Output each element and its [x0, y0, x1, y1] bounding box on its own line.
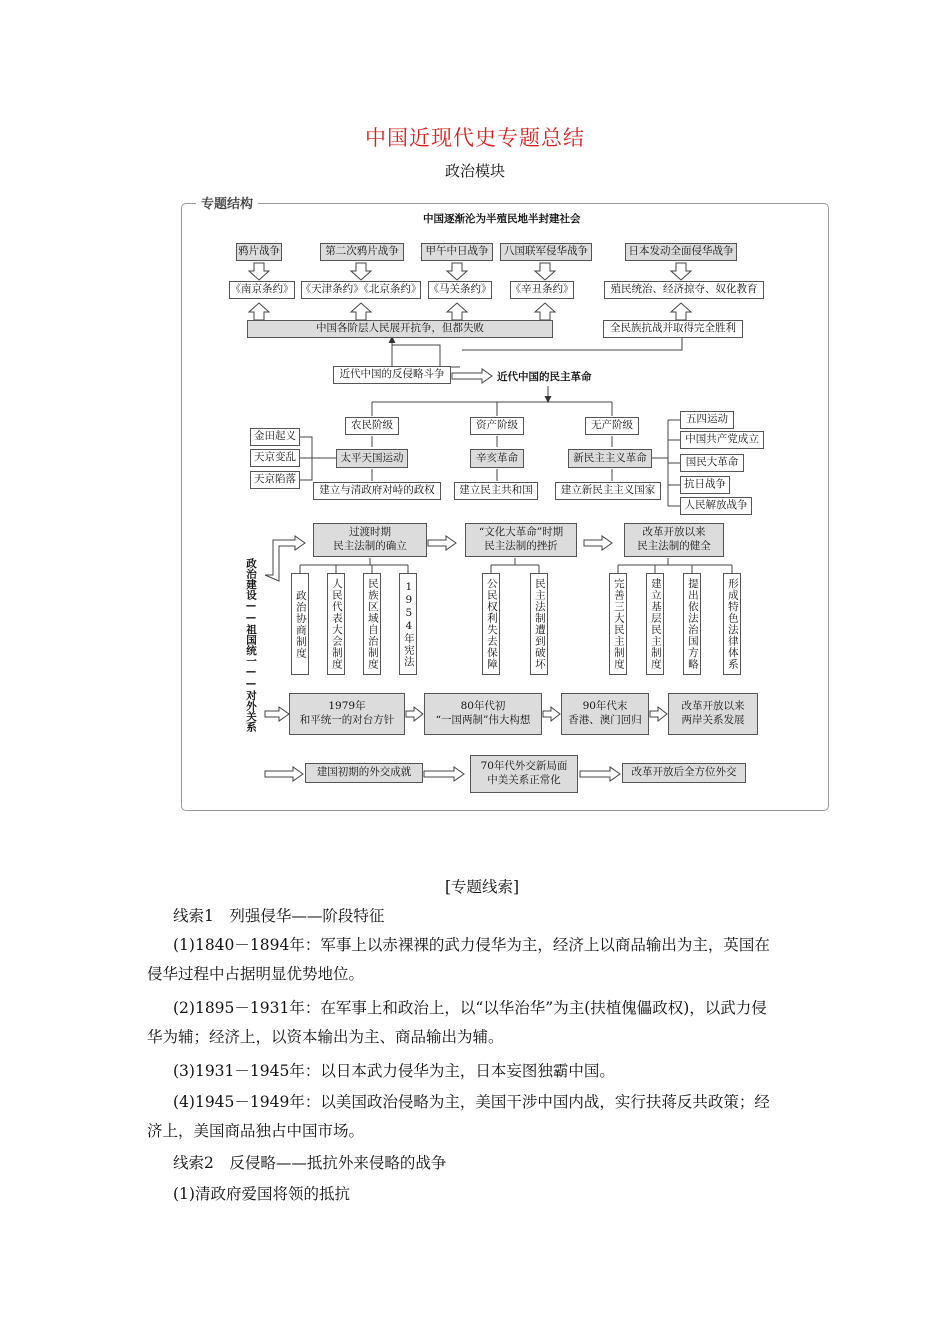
unify-reform-line1: 改革开放以来 — [681, 700, 745, 713]
unify-90s — [561, 693, 649, 735]
period-transition — [313, 523, 427, 557]
period-reform — [624, 523, 724, 557]
p2-item-law-destroyed: 民主法制遭到破坏 — [530, 573, 548, 675]
event-tianjing-turmoil: 天京变乱 — [250, 449, 300, 467]
p3-item-rule-of-law: 提出依法治国方略 — [683, 573, 701, 675]
p3-item-grassroots: 建立基层民主制度 — [646, 573, 664, 675]
event-jintian: 金田起义 — [250, 428, 300, 446]
p1-item-autonomy: 民族区域自治制度 — [363, 573, 381, 675]
para2-line2: 华为辅；经济上，以资本输出为主、商品输出为辅。 — [147, 1028, 504, 1046]
result-new-democratic: 建立新民主主义国家 — [555, 482, 661, 500]
event-liberation-war: 人民解放战争 — [680, 497, 752, 515]
period-cultural-revolution-line2: 民主法制的挫折 — [484, 540, 558, 552]
period-cultural-revolution-line1: “文化大革命”时期 — [478, 526, 564, 539]
side-label: 政治建设——祖国统一——对外关系 — [245, 558, 257, 732]
movement-taiping: 太平天国运动 — [336, 449, 408, 468]
up-arrows — [249, 303, 691, 320]
para4-line2: 济上，美国商品独占中国市场。 — [147, 1122, 365, 1140]
para4-line1: (4)1945－1949年：以美国政治侵略为主，美国干涉中国内战，实行扶蒋反共政策；经 — [173, 1093, 770, 1111]
event-tianjing-fall: 天京陷落 — [250, 471, 300, 489]
p1-item-1954-constitution: 1954年宪法 — [399, 573, 417, 675]
total-victory: 全民族抗战并取得完全胜利 — [603, 320, 743, 338]
unify-80s-line2: “一国两制”伟大构想 — [435, 714, 531, 726]
section-heading: [专题线索] — [444, 878, 520, 896]
treaty-tianjin-beijing: 《天津条约》《北京条约》 — [301, 281, 421, 299]
unify-1979-line2: 和平统一的对台方针 — [299, 714, 395, 726]
anti-aggression: 近代中国的反侵略斗争 — [333, 366, 451, 384]
unify-reform-line2: 两岸关系发展 — [681, 714, 745, 726]
movement-xinhai: 辛亥革命 — [470, 449, 524, 468]
p1-item-consultation: 政治协商制度 — [291, 573, 309, 675]
unify-reform — [668, 693, 758, 735]
unify-90s-line2: 香港、澳门回归 — [568, 714, 642, 726]
para1-line1: (1)1840－1894年：军事上以赤裸裸的武力侵华为主，经济上以商品输出为主，英国在 — [173, 936, 770, 954]
class-proletariat: 无产阶级 — [585, 417, 639, 435]
result-taiping: 建立与清政府对峙的政权 — [313, 482, 441, 500]
p3-item-three-systems: 完善三大民主制度 — [609, 573, 627, 675]
treaty-maguan: 《马关条约》 — [428, 281, 492, 299]
event-anti-japanese-war: 抗日战争 — [680, 476, 730, 494]
para1-line2: 侵华过程中占据明显优势地位。 — [147, 965, 365, 983]
unify-1979 — [289, 693, 405, 735]
event-cpc-founding: 中国共产党成立 — [680, 431, 764, 449]
treaty-nanjing: 《南京条约》 — [229, 281, 295, 299]
foreign-70s-line2: 中美关系正常化 — [487, 774, 561, 786]
unify-80s-line1: 80年代初 — [460, 700, 506, 713]
page-subtitle: 政治模块 — [444, 162, 505, 180]
unify-80s — [424, 693, 542, 735]
colonial-rule: 殖民统治、经济掠夺、奴化教育 — [604, 281, 764, 299]
para2-line1: (2)1895－1931年：在军事上和政治上，以“以华治华”为主(扶植傀儡政权)，以武力侵 — [173, 999, 767, 1017]
foreign-early: 建国初期的外交成就 — [305, 763, 423, 783]
unify-90s-line1: 90年代末 — [582, 700, 628, 713]
diagram-heading: 中国逐渐沦为半殖民地半封建社会 — [423, 213, 581, 225]
class-bourgeois: 资产阶级 — [470, 417, 524, 435]
class-peasant: 农民阶级 — [345, 417, 399, 435]
event-national-revolution: 国民大革命 — [680, 454, 744, 472]
down-arrows — [249, 263, 691, 280]
diagram-tag: 专题结构 — [196, 193, 258, 212]
period-reform-line1: 改革开放以来 — [642, 526, 706, 539]
period-reform-line2: 民主法制的健全 — [637, 540, 711, 552]
unify-1979-line1: 1979年 — [328, 700, 366, 713]
treaty-xinchou: 《辛丑条约》 — [510, 281, 574, 299]
period-cultural-revolution — [465, 523, 577, 557]
result-xinhai: 建立民主共和国 — [454, 482, 538, 500]
para3: (3)1931－1945年：以日本武力侵华为主，日本妄图独霸中国。 — [173, 1062, 615, 1080]
page-title: 中国近现代史专题总结 — [365, 126, 585, 150]
war-sino-japanese: 甲午中日战争 — [421, 243, 493, 261]
para5: (1)清政府爱国将领的抵抗 — [173, 1185, 350, 1203]
war-opium: 鸦片战争 — [236, 243, 282, 261]
democratic-revolution: 近代中国的民主革命 — [497, 371, 592, 383]
war-second-opium: 第二次鸦片战争 — [320, 243, 404, 261]
foreign-reform: 改革开放后全方位外交 — [622, 763, 746, 783]
clue1-heading: 线索1 列强侵华——阶段特征 — [173, 907, 385, 925]
war-eight-nation: 八国联军侵华战争 — [500, 243, 592, 261]
movement-new-democratic: 新民主主义革命 — [568, 449, 652, 468]
period-transition-line1: 过渡时期 — [349, 526, 391, 539]
people-resist: 中国各阶层人民展开抗争，但都失败 — [247, 320, 553, 338]
event-may-fourth: 五四运动 — [680, 411, 734, 429]
foreign-70s-line1: 70年代外交新局面 — [480, 760, 568, 773]
war-japan-invasion: 日本发动全面侵华战争 — [625, 243, 737, 261]
clue2-heading: 线索2 反侵略——抵抗外来侵略的战争 — [173, 1154, 447, 1172]
foreign-70s — [470, 755, 578, 793]
p3-item-legal-system: 形成特色法律体系 — [723, 573, 741, 675]
p1-item-npc: 人民代表大会制度 — [327, 573, 345, 675]
period-transition-line2: 民主法制的确立 — [333, 540, 407, 552]
p2-item-rights-lost: 公民权利失去保障 — [482, 573, 500, 675]
